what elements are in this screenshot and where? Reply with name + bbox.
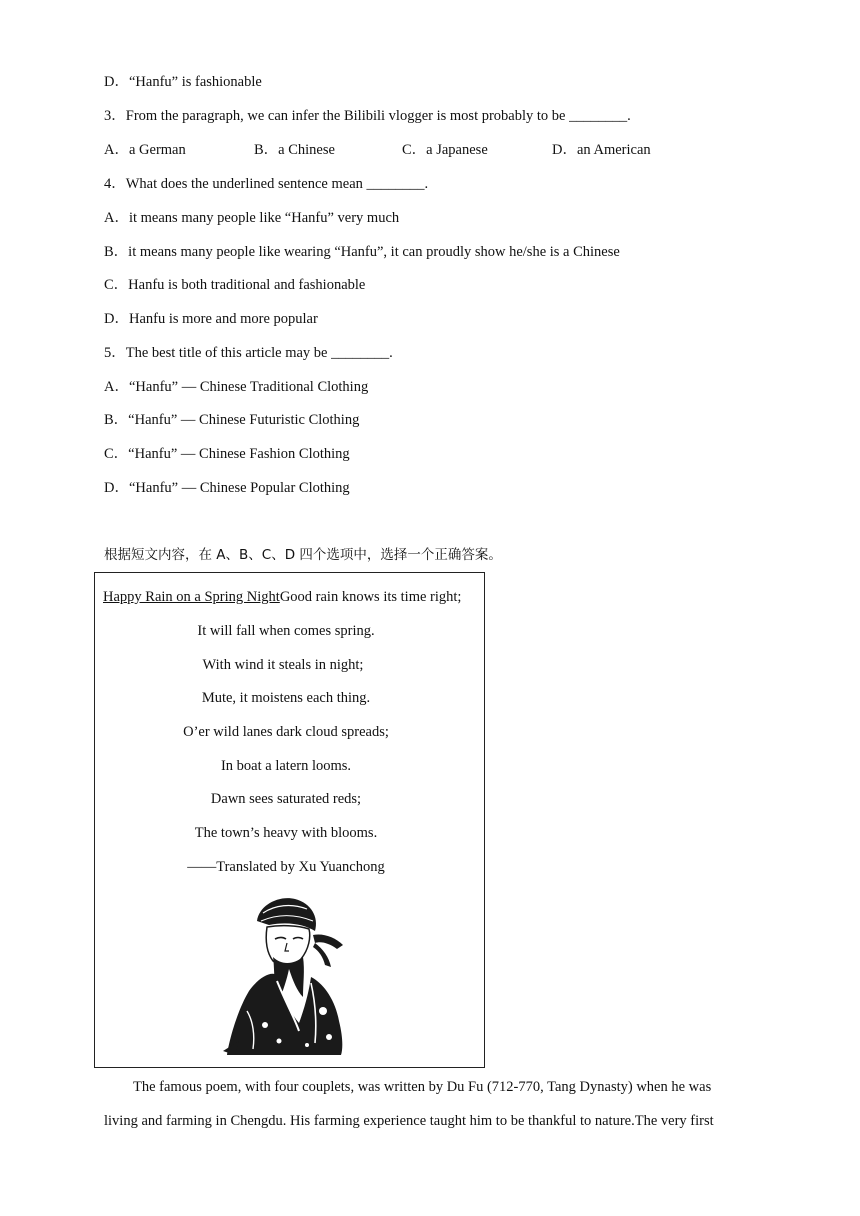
q4-option-b: B．it means many people like wearing “Hanfu”, it can proudly show he/she is a Chinese: [104, 244, 620, 260]
poem-credit: ——Translated by Xu Yuanchong: [187, 859, 385, 875]
paragraph-line-2: living and farming in Chengdu. His farming experience taught him to be thankful to nature.The very first: [104, 1113, 714, 1129]
poem-line-2: It will fall when comes spring.: [197, 623, 375, 639]
q2-option-d: D．“Hanfu” is fashionable: [104, 74, 262, 90]
poem-line-3: With wind it steals in night;: [202, 657, 364, 673]
poem-line-1: Good rain knows its time right;: [279, 589, 462, 605]
q5-option-c: C．“Hanfu” — Chinese Fashion Clothing: [104, 446, 350, 462]
poem-first-line: [103, 587, 461, 607]
q3-option-b: B．a Chinese: [254, 142, 335, 158]
poem-line-7: Dawn sees saturated reds;: [210, 791, 362, 807]
q5-option-b: B．“Hanfu” — Chinese Futuristic Clothing: [104, 412, 360, 428]
q5-option-a: A．“Hanfu” — Chinese Traditional Clothing: [104, 379, 369, 395]
q4-option-a: A．it means many people like “Hanfu” very much: [104, 210, 400, 226]
poem-title: Happy Rain on a Spring Night: [103, 589, 280, 605]
poem-line-4: Mute, it moistens each thing.: [201, 690, 371, 706]
poem-line-6: In boat a latern looms.: [220, 758, 352, 774]
q3-question: 3．From the paragraph, we can infer the Bilibili vlogger is most probably to be ________.: [104, 108, 631, 124]
q5-option-d: D．“Hanfu” — Chinese Popular Clothing: [104, 480, 350, 496]
q4-option-d: D．Hanfu is more and more popular: [104, 311, 318, 327]
q4-question: 4．What does the underlined sentence mean ________.: [104, 176, 429, 192]
q3-option-c: C．a Japanese: [402, 142, 488, 158]
paragraph-line-1: The famous poem, with four couplets, was written by Du Fu (712-770, Tang Dynasty) when he was: [133, 1079, 712, 1095]
q3-option-d: D．an American: [552, 142, 651, 158]
q5-question: 5．The best title of this article may be ________.: [104, 345, 393, 361]
poem-box: [94, 572, 485, 1068]
q3-option-a: A．a German: [104, 142, 186, 158]
poem-line-5: O’er wild lanes dark cloud spreads;: [183, 724, 389, 740]
du-fu-portrait: [219, 891, 349, 1056]
poem-line-8: The town’s heavy with blooms.: [194, 825, 378, 841]
q4-option-c: C．Hanfu is both traditional and fashionable: [104, 277, 366, 293]
section-instruction: 根据短文内容，在 A、B、C、D 四个选项中，选择一个正确答案。: [104, 547, 502, 563]
